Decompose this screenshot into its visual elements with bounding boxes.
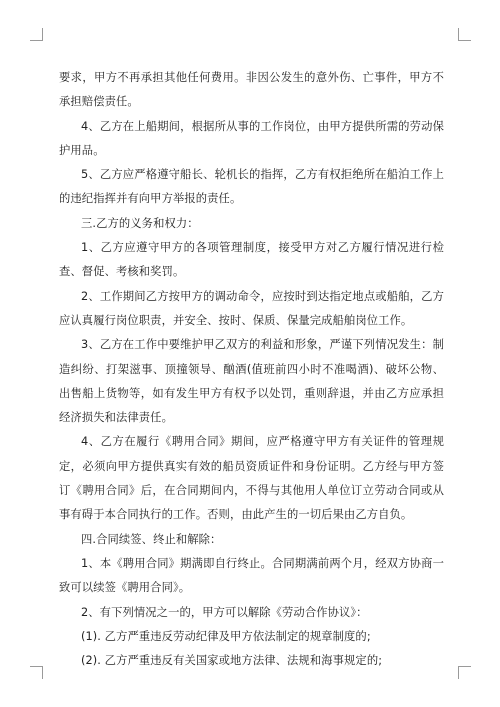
corner-mark-bottom-left bbox=[30, 666, 43, 679]
document-body bbox=[59, 66, 444, 673]
paragraph: 4、乙方在上船期间，根据所从事的工作岗位，由甲方提供所需的劳动保护用品。 bbox=[59, 119, 444, 157]
paragraph: 1、本《聘用合同》期满即自行终止。合同期满前两个月，经双方协商一致可以续签《聘用合同》。 bbox=[59, 556, 444, 595]
corner-mark-top-right bbox=[458, 28, 471, 41]
paragraph: 2、工作期间乙方按甲方的调动命令，应按时到达指定地点或船舶，乙方应认真履行岗位职责，并安全、按时、保质、保量完成船舶岗位工作。 bbox=[59, 289, 444, 327]
paragraph: 3、乙方在工作中要维护甲乙双方的利益和形象，严谨下列情况发生：制造纠纷、打架滋事、顶撞领导、酗酒(值班前四小时不准喝酒)、破坏公物、出售船上货物等，如有发生甲方有权予以处罚，重则辞退，并由乙方应承担经济损失和法律责任。 bbox=[59, 338, 444, 425]
paragraph: (1). 乙方严重违反劳动纪律及甲方依法制定的规章制度的; bbox=[81, 629, 371, 643]
paragraph: 2、有下列情况之一的，甲方可以解除《劳动合作协议》： bbox=[81, 605, 368, 619]
corner-mark-top-left bbox=[30, 28, 43, 41]
paragraph: 要求，甲方不再承担其他任何费用。非因公发生的意外伤、亡事件，甲方不承担赔偿责任。 bbox=[59, 71, 444, 109]
paragraph: 5、乙方应严格遵守船长、轮机长的指挥，乙方有权拒绝所在船泊工作上的违纪指挥并有向甲方举报的责任。 bbox=[59, 168, 444, 206]
section-heading: 四.合同续签、终止和解除： bbox=[81, 532, 222, 546]
corner-mark-bottom-right bbox=[458, 666, 471, 679]
section-heading: 三.乙方的义务和权力： bbox=[81, 216, 199, 230]
paragraph: (2). 乙方严重违反有关国家或地方法律、法规和海事规定的; bbox=[81, 654, 383, 668]
paragraph: 1、乙方应遵守甲方的各项管理制度，接受甲方对乙方履行情况进行检查、督促、考核和奖罚。 bbox=[59, 241, 444, 279]
paragraph: 4、乙方在履行《聘用合同》期间，应严格遵守甲方有关证件的管理规定，必须向甲方提供真实有效的船员资质证件和身份证明。乙方经与甲方签订《聘用合同》后，在合同期间内，不得与其他用人单位订立劳动合同或从事有碍于本合同执行的工作。否则，由此产生的一切后果由乙方自负。 bbox=[59, 435, 444, 522]
